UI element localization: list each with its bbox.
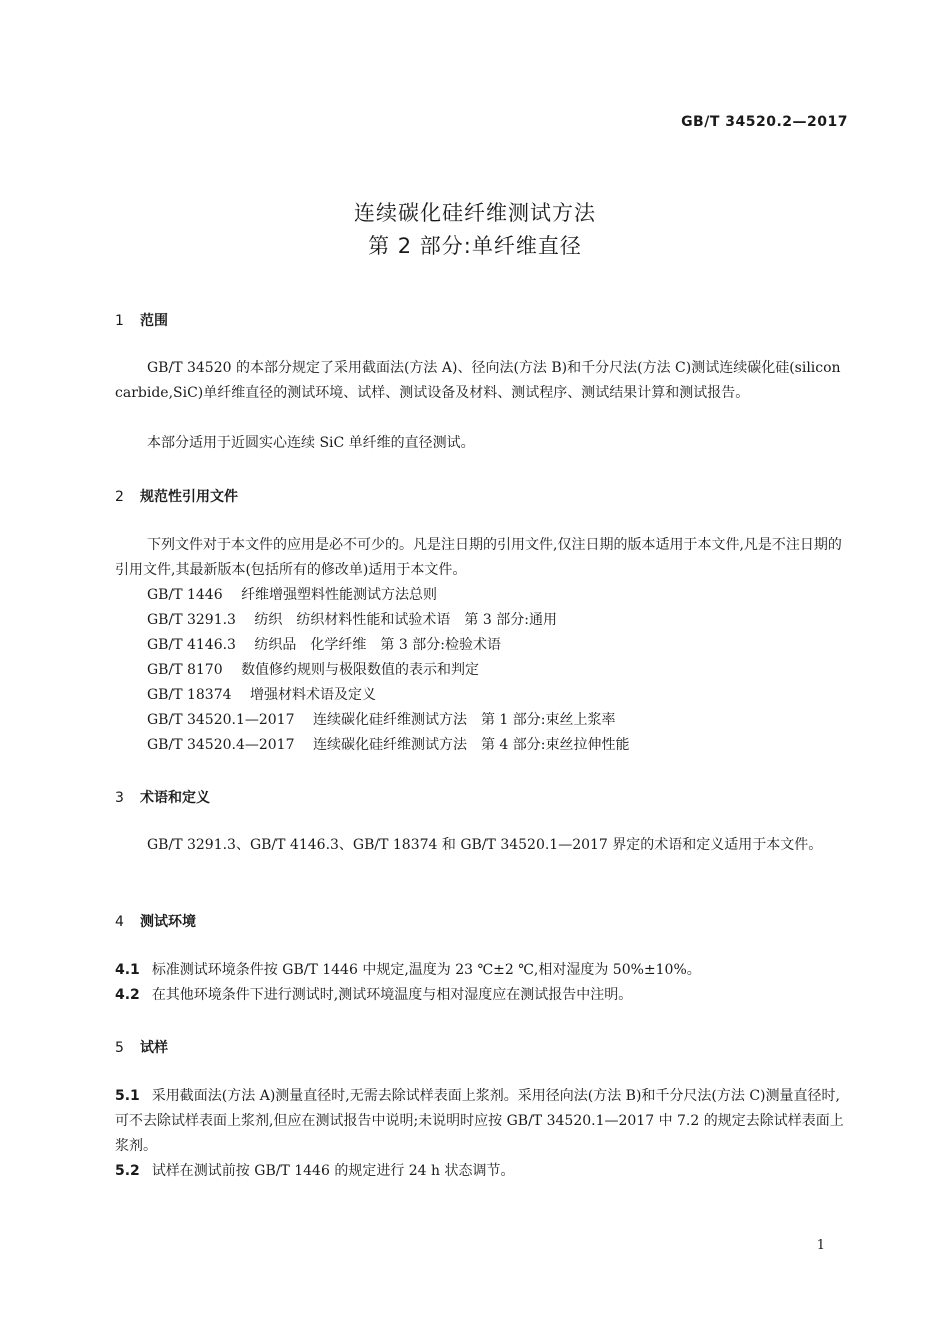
scope-paragraph: GB/T 34520 的本部分规定了采用截面法(方法 A)、径向法(方法 B)和千分尺法(方法 C)测试连续碳化硅(silicon carbide,SiC)单纤维直径的测试环境、试样、测试设备及材料、测试程序、测试结果计算和测试报告。 — [115, 360, 841, 401]
section-heading-1 — [115, 310, 168, 330]
document-title: 连续碳化硅纤维测试方法 — [354, 201, 596, 225]
reference-item — [147, 708, 615, 733]
section-number: 5 — [115, 1040, 124, 1056]
clause-text: 试样在测试前按 GB/T 1446 的规定进行 24 h 状态调节。 — [151, 1163, 515, 1179]
section-title: 规范性引用文件 — [140, 489, 238, 505]
section-title: 术语和定义 — [140, 790, 210, 806]
document-subtitle: 第 2 部分:单纤维直径 — [368, 234, 582, 258]
reference-item — [147, 658, 479, 683]
references-intro: 下列文件对于本文件的应用是必不可少的。凡是注日期的引用文件,仅注日期的版本适用于本文件,凡是不注日期的引用文件,其最新版本(包括所有的修改单)适用于本文件。 — [115, 537, 842, 578]
clause-number: 4.2 — [115, 987, 140, 1003]
section-number: 3 — [115, 790, 124, 806]
clause-text: 标准测试环境条件按 GB/T 1446 中规定,温度为 23 ℃±2 ℃,相对湿度为 50%±10%。 — [151, 962, 701, 978]
reference-code: GB/T 8170 — [147, 662, 223, 678]
terms-paragraph: GB/T 3291.3、GB/T 4146.3、GB/T 18374 和 GB/T 34520.1—2017 界定的术语和定义适用于本文件。 — [147, 837, 823, 853]
page-number: 1 — [816, 1238, 825, 1253]
reference-code: GB/T 18374 — [147, 687, 232, 703]
reference-item — [147, 583, 437, 608]
section-heading-5 — [115, 1037, 168, 1057]
reference-title: 纤维增强塑料性能测试方法总则 — [241, 587, 438, 603]
reference-title: 纺织品 化学纤维 第 3 部分:检验术语 — [254, 637, 501, 653]
reference-code: GB/T 1446 — [147, 587, 223, 603]
clause-4-2 — [115, 983, 850, 1008]
reference-item — [147, 633, 501, 658]
reference-code: GB/T 3291.3 — [147, 612, 236, 628]
section-number: 4 — [115, 914, 124, 930]
section-heading-3 — [115, 787, 210, 807]
section-heading-4 — [115, 911, 196, 931]
reference-item — [147, 608, 557, 633]
clause-number: 4.1 — [115, 962, 140, 978]
clause-text: 采用截面法(方法 A)测量直径时,无需去除试样表面上浆剂。采用径向法(方法 B)和千分尺法(方法 C)测量直径时,可不去除试样表面上浆剂,但应在测试报告中说明;未说明时应按 GB/T 34520.1—2017 中 7.2 的规定去除试样表面上浆剂。 — [115, 1088, 844, 1154]
section-heading-2 — [115, 486, 238, 506]
reference-code: GB/T 4146.3 — [147, 637, 236, 653]
reference-item — [147, 683, 376, 708]
section-title: 试样 — [140, 1040, 168, 1056]
scope-applicability: 本部分适用于近圆实心连续 SiC 单纤维的直径测试。 — [147, 435, 475, 451]
reference-code: GB/T 34520.4—2017 — [147, 737, 295, 753]
reference-title: 连续碳化硅纤维测试方法 第 4 部分:束丝拉伸性能 — [312, 737, 630, 753]
clause-5-1 — [115, 1084, 850, 1159]
clause-number: 5.1 — [115, 1088, 140, 1104]
clause-number: 5.2 — [115, 1163, 140, 1179]
standard-number: GB/T 34520.2—2017 — [681, 114, 848, 130]
section-title: 范围 — [140, 313, 168, 329]
clause-4-1 — [115, 958, 850, 983]
reference-title: 连续碳化硅纤维测试方法 第 1 部分:束丝上浆率 — [312, 712, 616, 728]
reference-title: 数值修约规则与极限数值的表示和判定 — [241, 662, 480, 678]
reference-title: 增强材料术语及定义 — [249, 687, 376, 703]
clause-5-2 — [115, 1159, 850, 1184]
reference-code: GB/T 34520.1—2017 — [147, 712, 295, 728]
reference-item — [147, 733, 629, 758]
section-number: 2 — [115, 489, 124, 505]
clause-text: 在其他环境条件下进行测试时,测试环境温度与相对湿度应在测试报告中注明。 — [151, 987, 633, 1003]
section-title: 测试环境 — [140, 914, 196, 930]
reference-title: 纺织 纺织材料性能和试验术语 第 3 部分:通用 — [254, 612, 557, 628]
section-number: 1 — [115, 313, 124, 329]
